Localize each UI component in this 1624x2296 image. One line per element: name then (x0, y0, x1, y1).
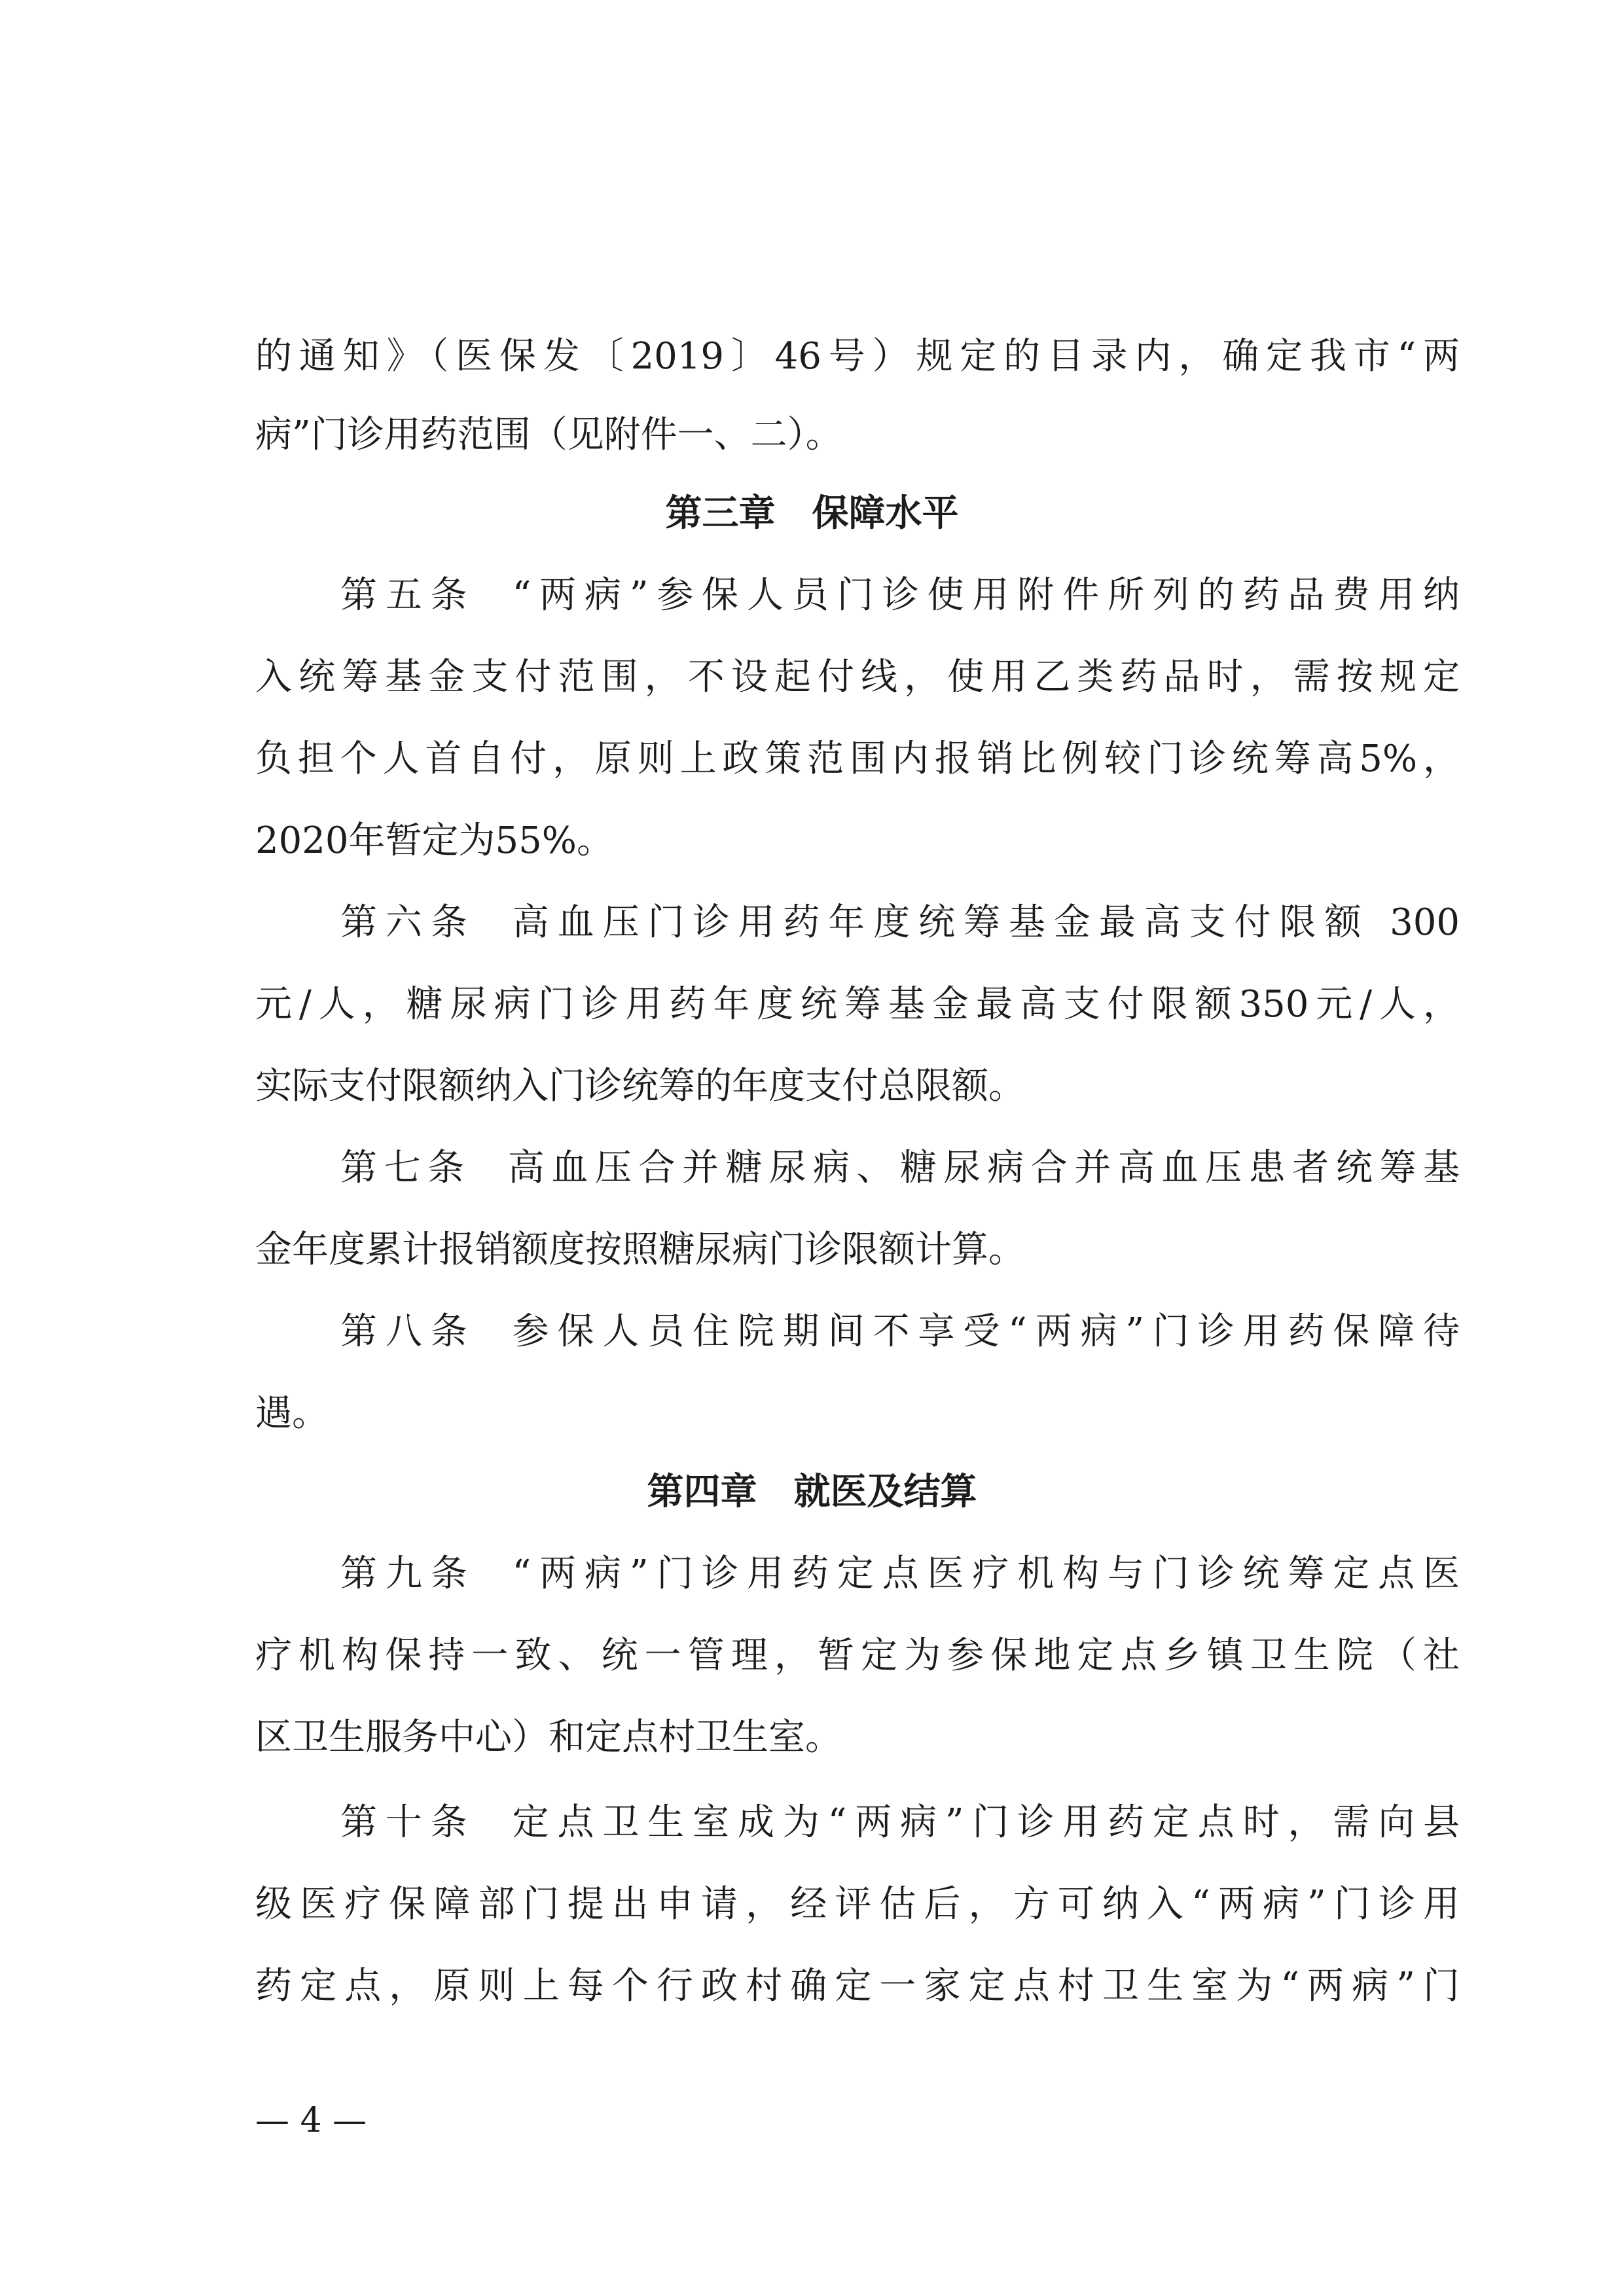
article-line (340, 1548, 1460, 1600)
article-text: 高血压合并糖尿病、糖尿病合并高血压患者统筹基 (507, 1147, 1460, 1189)
article-line: 疗机构保持一致、统一管理，暂定为参保地定点乡镇卫生院（社 (255, 1634, 1460, 1677)
paragraph-line: 的通知》（医保发〔2019〕46号）规定的目录内，确定我市“两 (255, 335, 1460, 378)
article-line: 遇。 (255, 1392, 329, 1435)
chapter-heading: 第三章 保障水平 (665, 492, 959, 535)
article-line: 负担个人首自付，原则上政策范围内报销比例较门诊统筹高5%， (255, 738, 1460, 780)
article-text: “两病”门诊用药定点医疗机构与门诊统筹定点医 (512, 1552, 1460, 1595)
article-line (340, 1306, 1460, 1358)
paragraph-line: 病”门诊用药范围（见附件一、二）。 (255, 414, 842, 456)
article-label: 第六条 (340, 901, 476, 944)
article-label: 第八条 (340, 1310, 476, 1353)
page-number: — 4 — (255, 2101, 367, 2140)
article-text: 参保人员住院期间不享受“两病”门诊用药保障待 (512, 1310, 1460, 1353)
article-text: 高血压门诊用药年度统筹基金最高支付限额 300 (512, 901, 1460, 944)
article-line: 入统筹基金支付范围，不设起付线，使用乙类药品时，需按规定 (255, 656, 1460, 698)
article-text: 定点卫生室成为“两病”门诊用药定点时，需向县 (512, 1801, 1460, 1844)
article-line (340, 1142, 1460, 1194)
article-label: 第五条 (340, 574, 476, 617)
article-line: 2020年暂定为55%。 (255, 819, 613, 862)
article-line (340, 569, 1460, 622)
article-label: 第九条 (340, 1552, 476, 1595)
article-line: 金年度累计报销额度按照糖尿病门诊限额计算。 (255, 1229, 1025, 1271)
article-line: 元/人，糖尿病门诊用药年度统筹基金最高支付限额350元/人， (255, 983, 1460, 1026)
article-line: 区卫生服务中心）和定点村卫生室。 (255, 1716, 842, 1759)
article-line (340, 897, 1460, 949)
article-label: 第七条 (340, 1147, 471, 1189)
article-line: 药定点，原则上每个行政村确定一家定点村卫生室为“两病”门 (255, 1965, 1460, 2007)
article-line (340, 1797, 1460, 1849)
article-text: “两病”参保人员门诊使用附件所列的药品费用纳 (512, 574, 1460, 617)
article-label: 第十条 (340, 1801, 476, 1844)
chapter-heading: 第四章 就医及结算 (647, 1471, 977, 1513)
article-line: 实际支付限额纳入门诊统筹的年度支付总限额。 (255, 1065, 1025, 1107)
article-line: 级医疗保障部门提出申请，经评估后，方可纳入“两病”门诊用 (255, 1883, 1460, 1926)
